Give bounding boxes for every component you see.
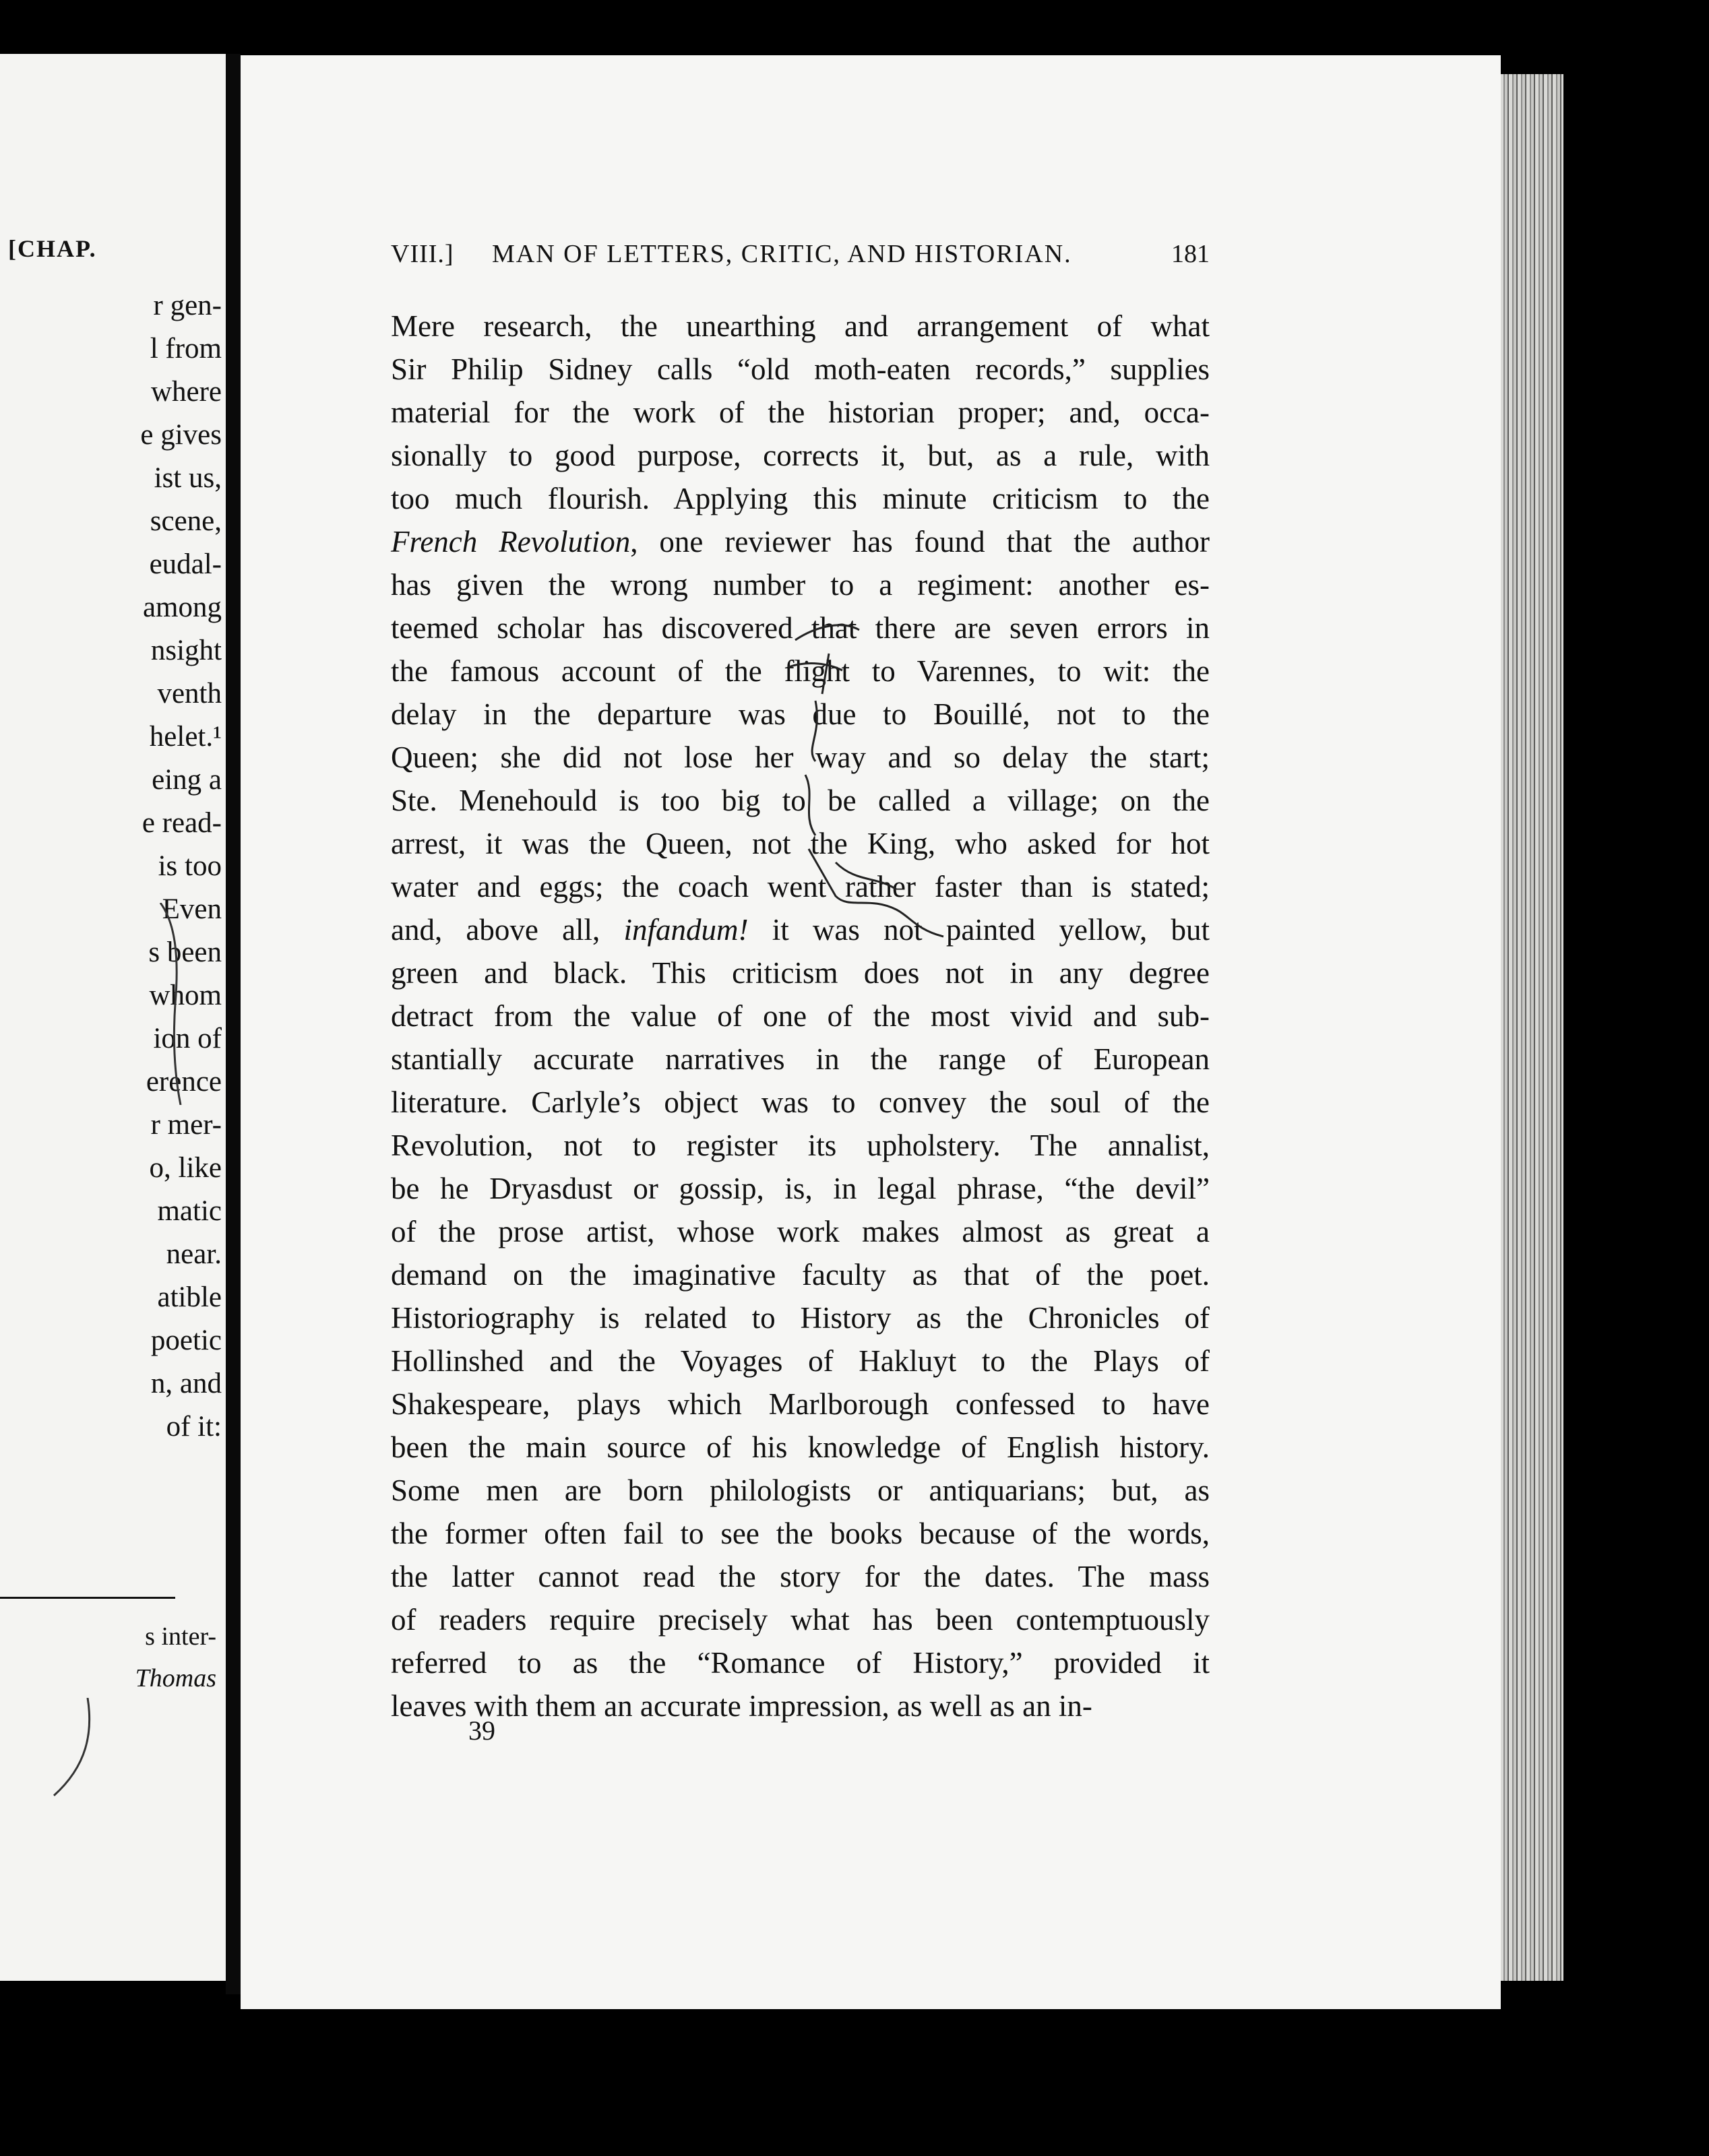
left-text-line: e gives <box>140 419 222 451</box>
body-line: water and eggs; the coach went rather faster than is stated; <box>391 870 1210 903</box>
body-line: the latter cannot read the story for the dates. The mass <box>391 1560 1210 1593</box>
body-text <box>391 305 1210 1727</box>
body-line: teemed scholar has discovered that there are seven errors in <box>391 611 1210 645</box>
body-line: leaves with them an accurate impression, as well as an in- <box>391 1689 1092 1723</box>
body-line: material for the work of the historian proper; and, occa- <box>391 395 1210 429</box>
left-text-line: o, like <box>149 1152 222 1184</box>
left-footnote-line: Thomas <box>135 1664 216 1692</box>
left-text-line: of it: <box>166 1411 222 1442</box>
body-line: detract from the value of one of the most vivid and sub- <box>391 999 1210 1033</box>
body-line: the former often fail to see the books because of the words, <box>391 1517 1210 1550</box>
left-text-line: helet.¹ <box>149 721 222 753</box>
body-line: Ste. Menehould is too big to be called a village; on the <box>391 784 1210 817</box>
body-line: Hollinshed and the Voyages of Hakluyt to the Plays of <box>391 1344 1210 1378</box>
left-text-line: near. <box>166 1238 222 1270</box>
body-line: Sir Philip Sidney calls “old moth-eaten records,” supplies <box>391 352 1210 386</box>
pencil-bracket-mark <box>155 903 195 1105</box>
left-text-line: s been <box>148 937 222 968</box>
left-text-line: eing a <box>152 764 222 796</box>
body-line: Mere research, the unearthing and arrangement of what <box>391 309 1210 343</box>
body-line: Some men are born philologists or antiquarians; but, as <box>391 1473 1210 1507</box>
body-line: delay in the departure was due to Bouillé, not to the <box>391 697 1210 731</box>
body-line: green and black. This criticism does not in any degree <box>391 956 1210 990</box>
left-text-line: where <box>150 376 222 408</box>
left-text-line: ion of <box>153 1023 222 1054</box>
footnote-rule <box>0 1597 175 1599</box>
body-line: Historiography is related to History as the Chronicles of <box>391 1301 1210 1335</box>
left-text-line: eudal- <box>149 548 222 580</box>
left-chapter-header: [CHAP. <box>8 235 97 262</box>
left-text-line: venth <box>157 678 222 709</box>
book-gutter <box>226 54 241 1994</box>
running-title: MAN OF LETTERS, CRITIC, AND HISTORIAN. <box>492 240 1072 268</box>
left-text-line: l from <box>150 333 222 364</box>
body-line: referred to as the “Romance of History,” provided it <box>391 1646 1210 1680</box>
body-line: of the prose artist, whose work makes almost as great a <box>391 1215 1210 1248</box>
body-line: arrest, it was the Queen, not the King, who asked for hot <box>391 827 1210 860</box>
left-text-line: whom <box>149 980 222 1011</box>
left-text-line: Even <box>162 893 222 925</box>
pencil-curve-mark <box>40 1698 101 1799</box>
left-text-line: is too <box>158 850 222 882</box>
body-line: has given the wrong number to a regiment: another es- <box>391 568 1210 602</box>
pencil-margin-annotation <box>741 613 964 950</box>
body-line: Queen; she did not lose her way and so delay the start; <box>391 740 1210 774</box>
left-text-line: e read- <box>142 807 222 839</box>
left-footnote-line: s inter- <box>145 1622 216 1651</box>
body-line: French Revolution, one reviewer has found that the author <box>391 525 1210 559</box>
body-line: Revolution, not to register its upholstery. The annalist, <box>391 1129 1210 1162</box>
left-text-line: r gen- <box>153 290 222 321</box>
signature-mark: 39 <box>468 1715 495 1746</box>
chapter-number: VIII.] <box>391 240 454 268</box>
body-line: demand on the imaginative faculty as that of the poet. <box>391 1258 1210 1292</box>
body-line: literature. Carlyle’s object was to convey the soul of the <box>391 1085 1210 1119</box>
body-line: and, above all, infandum! it was not painted yellow, but <box>391 913 1210 947</box>
running-header <box>391 239 1210 273</box>
left-text-line: r mer- <box>150 1109 222 1141</box>
left-text-line: poetic <box>150 1325 222 1356</box>
body-line: the famous account of the flight to Varennes, to wit: the <box>391 654 1210 688</box>
body-line: stantially accurate narratives in the range of European <box>391 1042 1210 1076</box>
left-text-line: scene, <box>150 505 222 537</box>
left-text-line: nsight <box>150 635 222 666</box>
body-line: be he Dryasdust or gossip, is, in legal phrase, “the devil” <box>391 1172 1210 1205</box>
body-line: Shakespeare, plays which Marlborough confessed to have <box>391 1387 1210 1421</box>
left-text-line: atible <box>157 1281 222 1313</box>
body-line: of readers require precisely what has been contemptuously <box>391 1603 1210 1637</box>
body-line: been the main source of his knowledge of English history. <box>391 1430 1210 1464</box>
body-line: sionally to good purpose, corrects it, but, as a rule, with <box>391 439 1210 472</box>
body-line: too much flourish. Applying this minute criticism to the <box>391 482 1210 515</box>
left-text-line: matic <box>157 1195 222 1227</box>
left-text-line: n, and <box>150 1368 222 1399</box>
left-text-line: erence <box>146 1066 222 1098</box>
left-text-line: among <box>142 592 222 623</box>
page-number: 181 <box>1171 240 1210 268</box>
left-text-line: ist us, <box>154 462 222 494</box>
